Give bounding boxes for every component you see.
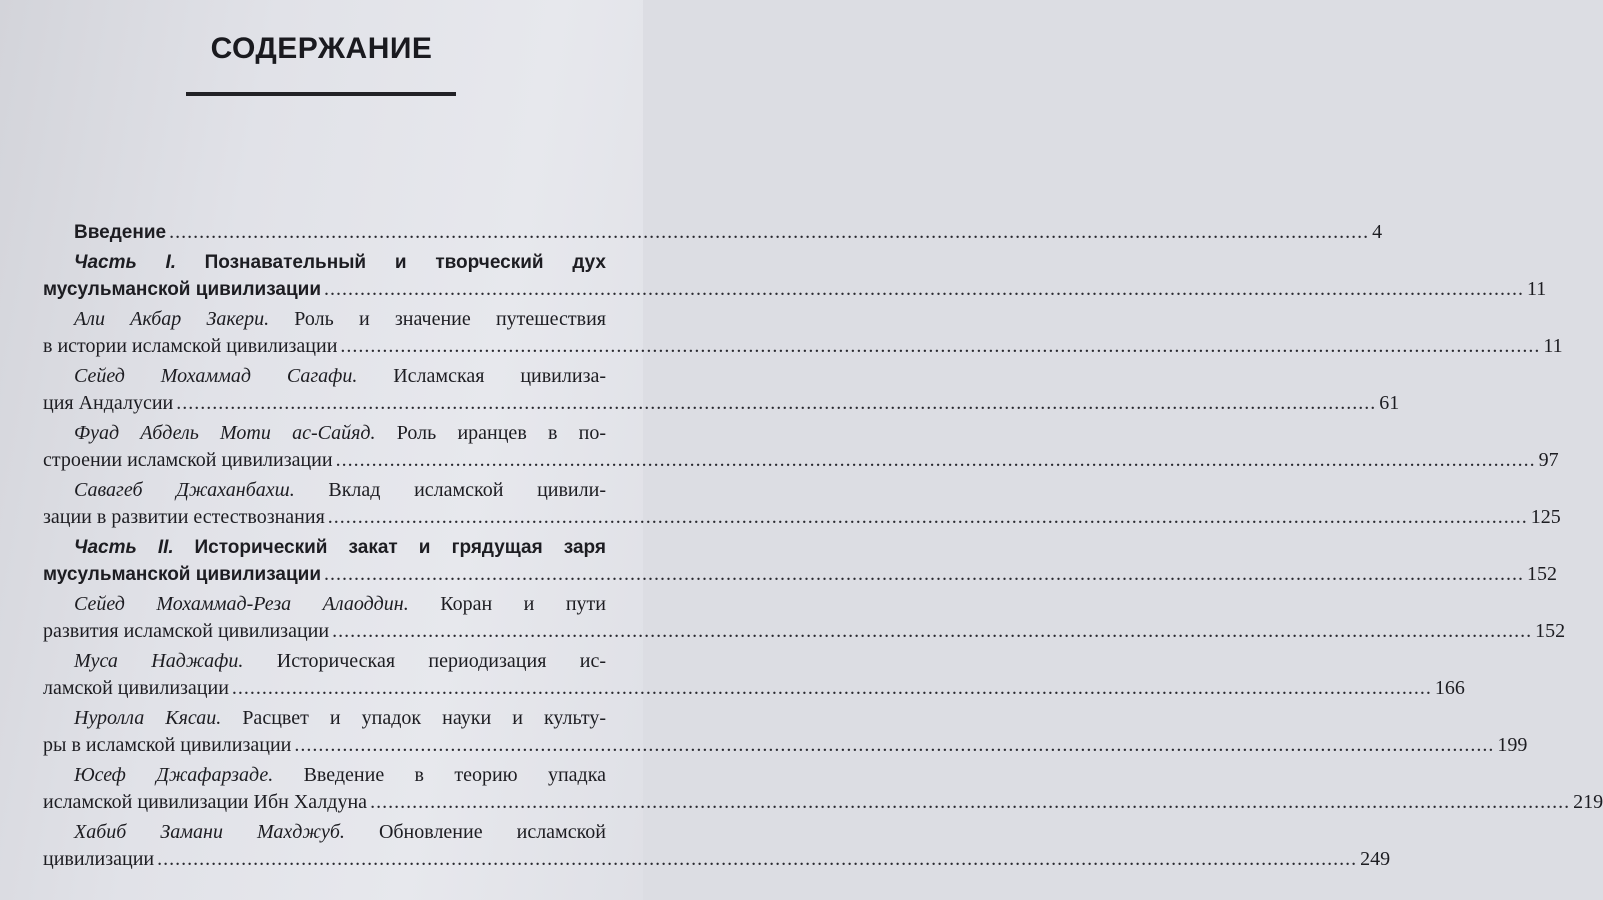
dot-leader: ........................................................................................................................................................................................................ — [327, 506, 1528, 528]
entry-author: Юсеф Джафарзаде. — [74, 764, 274, 786]
entry-author: Савагеб Джаханбахш. — [74, 479, 295, 501]
toc-entry-line — [74, 219, 1383, 245]
entry-text — [43, 333, 337, 359]
entry-heading: Введение — [74, 222, 167, 243]
entry-title: ция Андалусии — [43, 392, 174, 414]
page-number: 11 — [1543, 335, 1563, 357]
entry-title: Роль и значение путешествия — [294, 308, 606, 330]
entry-text — [43, 447, 333, 473]
page-title: СОДЕРЖАНИЕ — [210, 32, 433, 65]
toc-entry-line — [74, 249, 606, 275]
page-number: 152 — [1527, 563, 1558, 585]
toc-entry-line — [74, 705, 606, 731]
toc-entry-line — [43, 390, 1400, 416]
page-number: 61 — [1379, 392, 1400, 414]
entry-author: Фуад Абдель Моти ас-Сайяд. — [74, 422, 376, 444]
toc-entry-line — [43, 561, 1558, 587]
entry-text — [43, 789, 367, 815]
entry-title: Обновление исламской — [378, 821, 606, 843]
toc-entry-line — [74, 762, 606, 788]
entry-title: развития исламской цивилизации — [43, 620, 330, 642]
entry-part-label: Часть II. — [74, 537, 174, 558]
toc-entry-line — [74, 363, 606, 389]
page-number: 166 — [1434, 677, 1465, 699]
toc-entry-line — [74, 819, 606, 845]
toc-entry-line — [43, 504, 1561, 530]
entry-title: строении исламской цивилизации — [43, 449, 333, 471]
entry-author: Хабиб Замани Махджуб. — [74, 821, 345, 843]
dot-leader: ........................................................................................................................................................................................................ — [231, 677, 1432, 699]
title-underline — [186, 92, 456, 96]
dot-leader: ........................................................................................................................................................................................................ — [340, 335, 1541, 357]
page-number: 249 — [1360, 848, 1391, 870]
page-number: 219 — [1573, 791, 1603, 813]
entry-title: Роль иранцев в по- — [396, 422, 607, 444]
toc-entry-line — [74, 534, 606, 560]
entry-text — [43, 276, 321, 303]
entry-author: Али Акбар Закери. — [74, 308, 270, 330]
toc-entry-line — [43, 732, 1528, 758]
entry-title: исламской цивилизации Ибн Халдуна — [43, 791, 368, 813]
page-number: 97 — [1538, 449, 1559, 471]
entry-text — [43, 504, 325, 530]
entry-author: Сейед Мохаммад-Реза Алаоддин. — [74, 593, 409, 615]
toc-entry-line — [43, 276, 1547, 302]
dot-leader: ........................................................................................................................................................................................................ — [324, 563, 1525, 585]
entry-title: зации в развитии естествознания — [43, 506, 325, 528]
toc-entry-line — [43, 618, 1566, 644]
entry-part-label: Часть I. — [74, 252, 177, 273]
toc-entry-line — [74, 648, 606, 674]
entry-text — [43, 846, 154, 872]
entry-text — [43, 618, 329, 644]
entry-title: Введение в теорию упадка — [303, 764, 607, 786]
dot-leader: ........................................................................................................................................................................................................ — [332, 620, 1533, 642]
entry-heading: Исторический закат и грядущая заря — [194, 537, 606, 558]
dot-leader: ........................................................................................................................................................................................................ — [370, 791, 1571, 813]
dot-leader: ........................................................................................................................................................................................................ — [169, 221, 1370, 243]
dot-leader: ........................................................................................................................................................................................................ — [335, 449, 1536, 471]
toc-entry-line — [74, 306, 606, 332]
entry-text — [43, 732, 291, 758]
dot-leader: ........................................................................................................................................................................................................ — [294, 734, 1495, 756]
page-number: 4 — [1372, 221, 1383, 243]
toc-entry-line — [43, 675, 1465, 701]
entry-heading: Познавательный и творческий дух — [204, 252, 606, 273]
entry-text — [43, 390, 173, 416]
entry-title: ламской цивилизации — [43, 677, 229, 699]
dot-leader: ........................................................................................................................................................................................................ — [176, 392, 1377, 414]
entry-author: Сейед Мохаммад Сагафи. — [74, 365, 358, 387]
toc-entry-line — [43, 333, 1563, 359]
toc-entry-line — [74, 420, 606, 446]
entry-title: цивилизации — [43, 848, 155, 870]
toc-entry-line — [74, 477, 606, 503]
toc-entry-line — [43, 846, 1391, 872]
entry-title: Расцвет и упадок науки и культу- — [242, 707, 607, 729]
entry-title: ры в исламской цивилизации — [43, 734, 292, 756]
entry-author: Нуролла Кясаи. — [74, 707, 222, 729]
entry-heading: мусульманской цивилизации — [43, 564, 322, 585]
entry-heading: мусульманской цивилизации — [43, 279, 322, 300]
entry-text — [43, 561, 321, 588]
page-number: 152 — [1535, 620, 1566, 642]
entry-title: Коран и пути — [440, 593, 607, 615]
entry-author: Муса Наджафи. — [74, 650, 244, 672]
dot-leader: ........................................................................................................................................................................................................ — [324, 278, 1525, 300]
page-number: 199 — [1497, 734, 1528, 756]
dot-leader: ........................................................................................................................................................................................................ — [157, 848, 1358, 870]
entry-text — [43, 675, 229, 701]
entry-title: Историческая периодизация ис- — [276, 650, 607, 672]
page-number: 11 — [1527, 278, 1547, 300]
entry-title: Исламская цивилиза- — [393, 365, 606, 387]
entry-text — [74, 219, 166, 246]
toc-entry-line — [43, 447, 1559, 473]
entry-title: в истории исламской цивилизации — [43, 335, 338, 357]
toc-entry-line — [74, 591, 606, 617]
page-number: 125 — [1530, 506, 1561, 528]
toc-entry-line — [43, 789, 1603, 815]
entry-title: Вклад исламской цивили- — [328, 479, 606, 501]
